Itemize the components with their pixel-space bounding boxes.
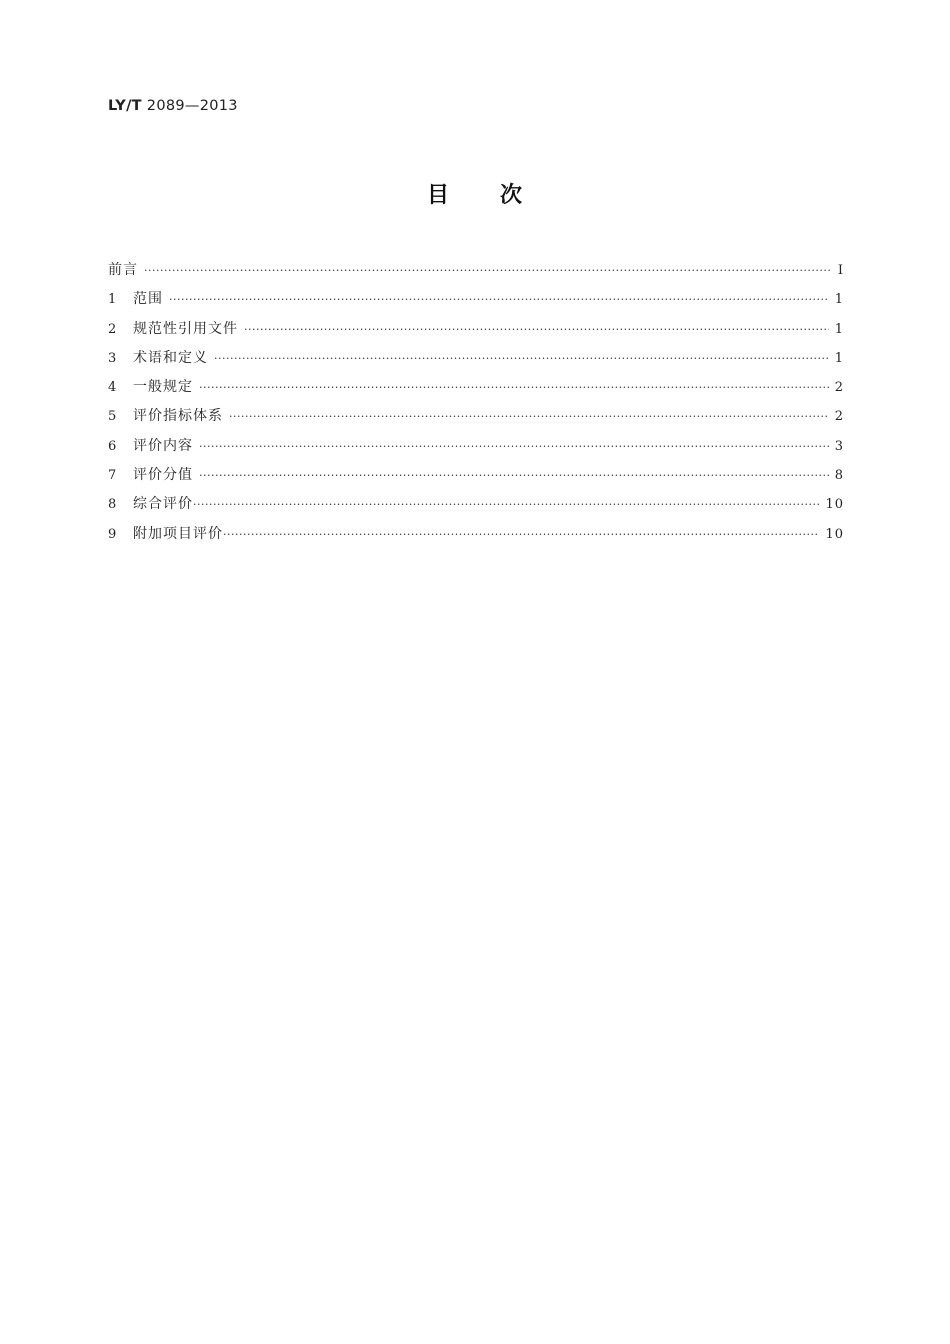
toc-entry-number: 1 [108, 292, 118, 308]
toc-entry-page: 10 [825, 497, 844, 513]
title-char-1: 目 [427, 183, 450, 208]
toc-entry-page: 2 [834, 380, 844, 396]
toc-entry-page: 3 [834, 438, 844, 454]
toc-leader-dots [199, 381, 829, 394]
toc-entry-label: 一般规定 [133, 379, 193, 396]
toc-entry-page: 1 [834, 321, 844, 337]
toc-entry-label: 范围 [133, 291, 163, 308]
toc-entry-1[interactable] [108, 288, 844, 317]
toc-entry-page: 1 [834, 292, 844, 308]
toc-leader-dots [223, 528, 819, 541]
toc-leader-dots [193, 498, 819, 511]
toc-entry-3[interactable] [108, 347, 844, 376]
toc-entry-label: 综合评价 [133, 496, 193, 513]
toc-entry-7[interactable] [108, 464, 844, 493]
standard-prefix: LY/T [108, 98, 142, 114]
standard-number: 2089—2013 [146, 98, 238, 114]
toc-entry-label: 评价内容 [133, 437, 193, 454]
toc-entry-number: 4 [108, 380, 118, 396]
toc-entry-9[interactable] [108, 523, 844, 552]
toc-leader-dots [214, 352, 829, 365]
toc-entry-number: 9 [108, 526, 118, 542]
toc-entry-page: 8 [834, 468, 844, 484]
toc-entry-number: 6 [108, 438, 118, 454]
toc-entry-page: 2 [834, 409, 844, 425]
toc-entry-label: 规范性引用文件 [133, 320, 238, 337]
toc-leader-dots [229, 410, 829, 423]
toc-entry-number: 5 [108, 409, 118, 425]
toc-entry-label: 附加项目评价 [133, 525, 223, 542]
toc-entry-label: 评价分值 [133, 467, 193, 484]
title-char-2: 次 [500, 183, 523, 208]
toc-entry-page: Ⅰ [837, 263, 844, 278]
toc-entry-number: 2 [108, 321, 118, 337]
toc-entry-8[interactable] [108, 493, 844, 522]
toc-entry-page: 10 [825, 526, 844, 542]
toc-entry-number: 8 [108, 497, 118, 513]
toc-leader-dots [169, 293, 829, 306]
toc-entry-label: 前言 [108, 262, 138, 278]
toc-entry-6[interactable] [108, 435, 844, 464]
standard-code [108, 98, 238, 114]
toc-entry-foreword[interactable] [108, 259, 844, 288]
toc-entry-2[interactable] [108, 318, 844, 347]
toc-entry-label: 评价指标体系 [133, 408, 223, 425]
table-of-contents [108, 259, 844, 552]
toc-entry-label: 术语和定义 [133, 349, 208, 366]
toc-entry-number: 7 [108, 468, 118, 484]
toc-leader-dots [144, 264, 830, 277]
toc-entry-4[interactable] [108, 376, 844, 405]
toc-leader-dots [244, 323, 829, 336]
toc-entry-page: 1 [834, 350, 844, 366]
toc-leader-dots [199, 440, 829, 453]
toc-leader-dots [199, 469, 829, 482]
toc-entry-number: 3 [108, 350, 118, 366]
toc-entry-5[interactable] [108, 405, 844, 434]
